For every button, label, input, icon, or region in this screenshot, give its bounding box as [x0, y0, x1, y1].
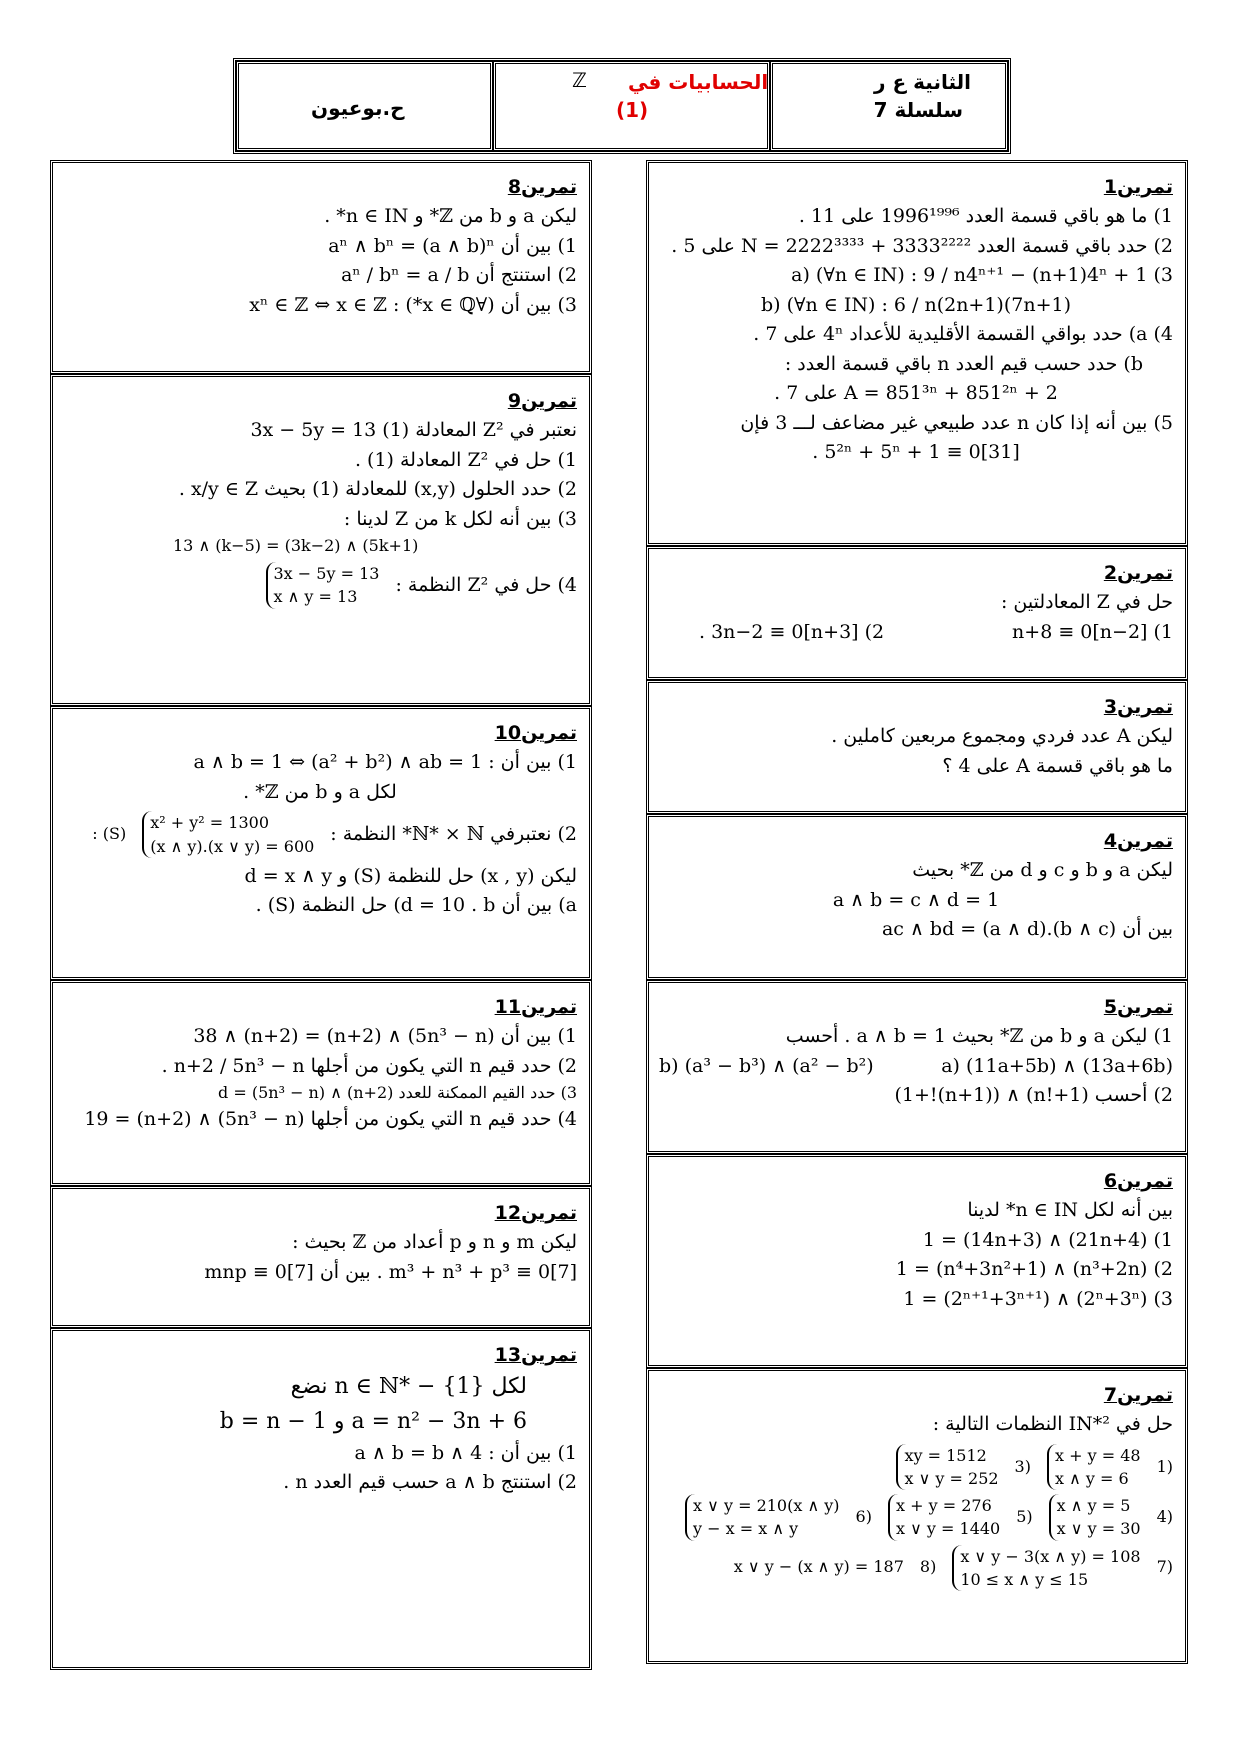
ex9-line: نعتبر في Z² المعادلة 3x − 5y = 13 (1): [250, 419, 577, 442]
ex5-line: 1) ليكن a و b من ℤ* بحيث a ∧ b = 1 . أحسب: [785, 1025, 1173, 1048]
exercise-5: [646, 980, 1188, 1154]
ex10-line: لكل a و b من ℤ* .: [243, 780, 397, 803]
ex4-line: بين أن ac ∧ bd = (a ∧ d).(b ∧ c): [881, 918, 1173, 941]
header-table: [233, 58, 1011, 154]
ex3-line: ليكن A عدد فردي ومجموع مربعين كاملين .: [831, 725, 1173, 748]
exercise-title: تمرين6: [1103, 1170, 1173, 1192]
ex9-line: 4) حل في Z² النظمة :: [395, 573, 577, 596]
system-number: (1: [1156, 1456, 1173, 1476]
ex9-line: 2) حدد الحلول (x,y) للمعادلة (1) بحيث x/y ∈ Z .: [178, 478, 577, 501]
exercise-2: [646, 546, 1188, 680]
ex10-system-row: [63, 811, 577, 857]
ex1-line: A = 851³ⁿ + 851²ⁿ + 2 على 7 .: [774, 382, 1058, 405]
exercise-title: تمرين7: [1103, 1384, 1173, 1406]
exercise-12: [50, 1186, 592, 1328]
ex1-line: b) (∀n ∈ IN) : 6 / n(2n+1)(7n+1): [760, 293, 1072, 316]
system-eq: x ∨ y = 30: [1056, 1519, 1141, 1539]
exercise-title: تمرين11: [494, 996, 577, 1018]
exercise-title: تمرين1: [1103, 176, 1173, 198]
ex1-line: 2) حدد باقي قسمة العدد N = 2222³³³³ + 3333²²²² على 5 .: [671, 234, 1173, 257]
ex9-line: 3) بين أنه لكل k من Z لدينا :: [343, 507, 577, 530]
ex5-item-b: b) (a³ − b³) ∧ (a² − b²): [659, 1054, 874, 1077]
title-text: الحسابيات في: [628, 70, 769, 94]
ex2-equation-1: 1) n+8 ≡ 0[n−2]: [1012, 620, 1173, 643]
ex4-line: a ∧ b = c ∧ d = 1: [832, 888, 1000, 911]
system-eq: (x ∧ y).(x ∨ y) = 600: [150, 836, 315, 856]
system-eq: x ∨ y = 1440: [895, 1519, 1001, 1539]
exercise-title: تمرين13: [494, 1344, 577, 1366]
system-eq: xy = 1512: [904, 1445, 987, 1465]
author-cell: [236, 61, 493, 151]
ex11-line: 2) حدد قيم n التي يكون من أجلها n+2 / 5n³ − n .: [161, 1054, 577, 1077]
system-eq: x ∧ y = 13: [273, 587, 358, 607]
exercise-title: تمرين3: [1103, 696, 1173, 718]
exercise-9: [50, 374, 592, 706]
ex9-system: [266, 562, 380, 608]
ex1-line: 1) ما هو باقي قسمة العدد 1996¹⁹⁹⁶ على 11 .: [798, 205, 1173, 228]
ex13-line: 2) استنتج a ∧ b حسب قيم العدد n .: [283, 1471, 577, 1494]
ex13-line: 1) بين أن : a ∧ b = b ∧ 4: [354, 1441, 577, 1464]
ex13-line: a = n² − 3n + 6 و b = n − 1: [219, 1408, 527, 1434]
system-number: (7: [1156, 1557, 1173, 1577]
system-number: (8: [919, 1557, 937, 1577]
system-eq: x ∧ y = 6: [1054, 1469, 1129, 1489]
ex8-line: 1) بين أن aⁿ ∧ bⁿ = (a ∧ b)ⁿ: [328, 234, 577, 257]
system-5: [888, 1494, 1000, 1540]
exercise-13: [50, 1328, 592, 1670]
exercise-title: تمرين12: [494, 1202, 577, 1224]
ex12-line: ليكن m و n و p أعداد من ℤ بحيث :: [292, 1231, 577, 1254]
ex1-line: 5²ⁿ + 5ⁿ + 1 ≡ 0[31] .: [812, 440, 1020, 463]
ex10-line: 1) بين أن : a ∧ b = 1 ⇔ (a² + b²) ∧ ab = 1: [193, 751, 577, 774]
ex3-line: ما هو باقي قسمة A على 4 ؟: [942, 754, 1173, 777]
ex7-systems-row-3: [659, 1545, 1173, 1591]
exercise-8: [50, 160, 592, 374]
ex10-system: [142, 811, 314, 857]
title-set-symbol: ℤ: [572, 68, 587, 92]
system-eq: y − x = x ∧ y: [693, 1519, 799, 1539]
ex13-line: لكل n ∈ ℕ* − {1} نضع: [290, 1374, 527, 1400]
system-eq: x ∨ y = 252: [904, 1469, 999, 1489]
ex9-system-row: [63, 562, 577, 608]
series-label: سلسلة 7: [873, 98, 963, 122]
author-name: ح.بوعيون: [311, 96, 405, 120]
ex1-line: b) حدد حسب قيم العدد n باقي قسمة العدد :: [784, 352, 1143, 375]
ex6-line: بين أنه لكل n ∈ IN* لدينا: [967, 1199, 1173, 1222]
system-number: (3: [1014, 1456, 1031, 1476]
ex11-line: 3) حدد القيم الممكنة للعدد d = (5n³ − n) ∧ (n+2): [218, 1083, 577, 1103]
exercise-11: [50, 980, 592, 1186]
ex7-line: حل في IN*² النظمات التالية :: [932, 1413, 1173, 1436]
exercise-10: [50, 706, 592, 980]
ex2-equations: [659, 618, 1173, 647]
ex6-line: 3) (2ⁿ+3ⁿ) ∧ (2ⁿ⁺¹+3ⁿ⁺¹) = 1: [903, 1287, 1173, 1310]
ex1-line: 4) a) حدد بواقي القسمة الأقليدية للأعداد 4ⁿ على 7 .: [753, 323, 1173, 346]
ex1-line: 3) a) (∀n ∈ IN) : 9 / n4ⁿ⁺¹ − (n+1)4ⁿ + 1: [791, 264, 1173, 287]
exercise-7: [646, 1368, 1188, 1664]
exercise-4: [646, 814, 1188, 980]
ex12-line: m³ + n³ + p³ ≡ 0[7] . بين أن mnp ≡ 0[7]: [204, 1260, 577, 1283]
ex8-line: 2) استنتج أن aⁿ / bⁿ = a / b: [341, 264, 577, 287]
exercise-title: تمرين4: [1103, 830, 1173, 852]
ex1-line: 5) بين أنه إذا كان n عدد طبيعي غير مضاعف لـــ 3 فإن: [740, 411, 1173, 434]
ex7-systems-row-2: [659, 1494, 1173, 1540]
exercise-title: تمرين9: [507, 390, 577, 412]
ex4-line: ليكن a و b و c و d من ℤ* بحيث: [912, 859, 1173, 882]
system-eq: x ∨ y = 210(x ∧ y): [693, 1496, 840, 1516]
ex8-line: ليكن a و b من ℤ* و n ∈ IN* .: [324, 205, 577, 228]
system-8: x ∨ y − (x ∧ y) = 187: [733, 1557, 904, 1577]
ex9-line: (5k+1) ∧ (3k−2) = (k−5) ∧ 13: [173, 536, 419, 556]
ex5-items: [659, 1052, 1173, 1081]
system-4: [1049, 1494, 1141, 1540]
system-6: [685, 1494, 840, 1540]
exercise-title: تمرين2: [1103, 562, 1173, 584]
ex2-line: حل في Z المعادلتين :: [1000, 591, 1173, 614]
level-cell: [770, 61, 1008, 151]
system-eq: x ∨ y − 3(x ∧ y) = 108: [960, 1546, 1141, 1566]
ex6-line: 2) (n³+2n) ∧ (n⁴+3n²+1) = 1: [895, 1258, 1173, 1281]
system-7: [952, 1545, 1140, 1591]
ex5-item-a: a) (11a+5b) ∧ (13a+6b): [941, 1054, 1173, 1077]
system-number: (6: [855, 1507, 872, 1527]
system-number: (5: [1016, 1507, 1033, 1527]
exercise-1: [646, 160, 1188, 546]
system-1: [1047, 1444, 1141, 1490]
system-eq: x + y = 48: [1054, 1445, 1141, 1465]
ex5-line: 2) أحسب (n!+1) ∧ ((n+1)!+1): [894, 1084, 1173, 1107]
ex10-line: ليكن (x , y) حل للنظمة (S) و d = x ∧ y: [244, 864, 577, 887]
exercise-title: تمرين8: [507, 176, 577, 198]
system-label: (S) :: [92, 824, 127, 844]
title-part-number: (1): [616, 98, 649, 122]
ex11-line: 4) حدد قيم n التي يكون من أجلها (5n³ − n) ∧ (n+2) = 19: [84, 1108, 577, 1131]
ex7-systems-row-1: [659, 1444, 1173, 1490]
system-eq: 10 ≤ x ∧ y ≤ 15: [960, 1569, 1089, 1589]
ex10-line: 2) نعتبرفي ℕ* × ℕ* النظمة :: [330, 822, 577, 845]
title-cell: [493, 61, 770, 151]
ex8-line: 3) بين أن (∀x ∈ ℚ*) : xⁿ ∈ ℤ ⇔ x ∈ ℤ: [249, 293, 577, 316]
ex10-line: a) بين أن d = 10 . b) حل النظمة (S) .: [255, 894, 577, 917]
ex6-line: 1) (21n+4) ∧ (14n+3) = 1: [922, 1228, 1173, 1251]
exercise-6: [646, 1154, 1188, 1368]
level-label: الثانية ع ر: [874, 70, 971, 94]
exercise-3: [646, 680, 1188, 814]
exercise-title: تمرين10: [494, 722, 577, 744]
system-eq: 3x − 5y = 13: [273, 564, 380, 584]
system-eq: x² + y² = 1300: [150, 813, 269, 833]
system-eq: x ∧ y = 5: [1056, 1496, 1131, 1516]
ex2-equation-2: 2) 3n−2 ≡ 0[n+3] .: [699, 620, 885, 643]
ex11-line: 1) بين أن (5n³ − n) ∧ (n+2) = (n+2) ∧ 38: [193, 1025, 577, 1048]
ex9-line: 1) حل في Z² المعادلة (1) .: [354, 448, 577, 471]
system-eq: x + y = 276: [895, 1496, 992, 1516]
exercise-title: تمرين5: [1103, 996, 1173, 1018]
system-3: [896, 1444, 998, 1490]
system-number: (4: [1156, 1507, 1173, 1527]
